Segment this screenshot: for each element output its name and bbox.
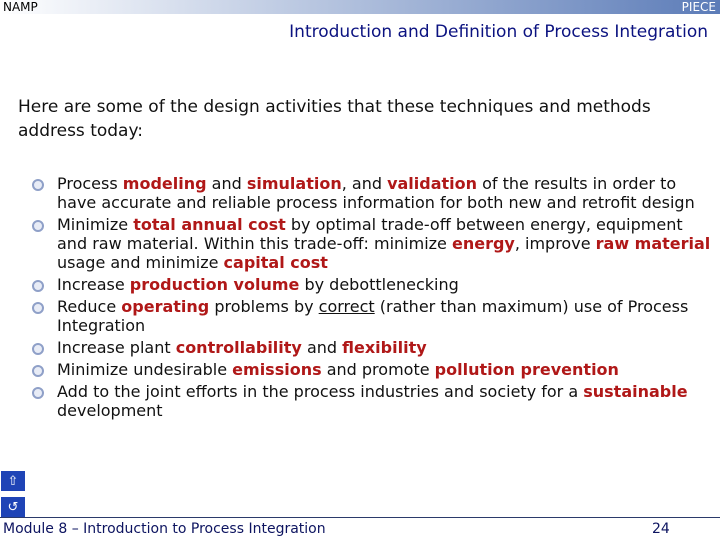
bullet-icon [32, 280, 44, 292]
bullet-item [32, 174, 712, 212]
footer-module-label: Module 8 – Introduction to Process Integration [3, 521, 326, 537]
highlight-term: emissions [232, 360, 322, 379]
bullet-icon [32, 220, 44, 232]
bullet-item [32, 338, 712, 357]
bullet-text: Minimize undesirable [57, 360, 233, 379]
home-nav-icon[interactable]: ⇧ [0, 470, 26, 492]
page-number: 24 [652, 521, 670, 537]
highlight-term: total annual cost [133, 215, 286, 234]
bullet-text: Reduce [57, 297, 122, 316]
header-left-label: NAMP [3, 0, 38, 14]
bullet-icon [32, 365, 44, 377]
highlight-term: validation [387, 174, 478, 193]
back-nav-icon[interactable]: ↺ [0, 496, 26, 518]
footer-divider [0, 517, 720, 518]
highlight-term: modeling [122, 174, 207, 193]
bullet-text: by optimal trade-off between energy, equipment and raw material. Within this trade-off: minimize [57, 215, 683, 253]
intro-text: Here are some of the design activities that these techniques and methods address today: [18, 97, 651, 141]
bullet-text: Increase plant [57, 338, 176, 357]
bullet-item [32, 360, 712, 379]
bullet-text: and [206, 174, 247, 193]
bullet-text: usage and minimize [57, 253, 224, 272]
highlight-term: simulation [246, 174, 342, 193]
bullet-text: and [301, 338, 343, 357]
highlight-term: sustainable [583, 382, 688, 401]
bullet-icon [32, 179, 44, 191]
highlight-term: pollution prevention [434, 360, 619, 379]
slide-subtitle: Introduction and Definition of Process Integration [289, 22, 708, 42]
bullet-text: and promote [321, 360, 435, 379]
header-right-label: PIECE [681, 0, 716, 14]
bullet-icon [32, 387, 44, 399]
bullet-text: Add to the joint efforts in the process industries and society for a [57, 382, 584, 401]
bullet-text: Increase [57, 275, 130, 294]
highlight-term: capital cost [223, 253, 328, 272]
bullet-text: (rather than maximum) use of Process Integration [57, 297, 689, 335]
bullet-item [32, 297, 712, 335]
bullet-text: , and [341, 174, 388, 193]
bullet-text: , improve [514, 234, 596, 253]
highlight-term: production volume [129, 275, 300, 294]
bullet-text: problems by [209, 297, 319, 316]
bullet-text: Process [57, 174, 123, 193]
highlight-term: flexibility [342, 338, 427, 357]
bullet-list [32, 174, 712, 423]
bullet-item [32, 215, 712, 272]
bullet-icon [32, 343, 44, 355]
bullet-text: of the results in order to have accurate and reliable process information for both new and retrofit design [57, 174, 695, 212]
bullet-text: by debottlenecking [299, 275, 459, 294]
bullet-text: correct [318, 297, 375, 316]
bullet-text: development [57, 401, 163, 420]
bullet-item [32, 382, 712, 420]
header-bar [0, 0, 720, 14]
bullet-icon [32, 302, 44, 314]
bullet-text: Minimize [57, 215, 134, 234]
highlight-term: operating [121, 297, 210, 316]
highlight-term: raw material [595, 234, 711, 253]
bullet-item [32, 275, 712, 294]
highlight-term: energy [451, 234, 515, 253]
highlight-term: controllability [175, 338, 302, 357]
